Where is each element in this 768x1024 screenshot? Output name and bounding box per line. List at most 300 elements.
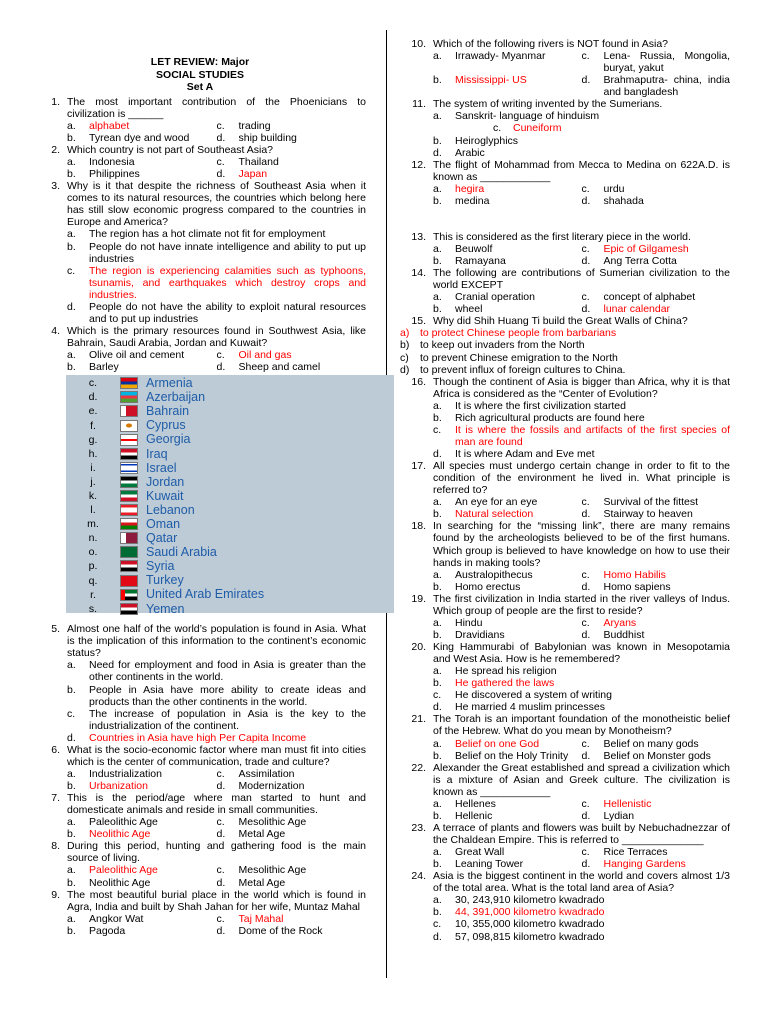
answer-option xyxy=(67,816,217,828)
option-letter: b. xyxy=(433,677,442,690)
option-text: Lena- Russia, Mongolia, buryat, yakut xyxy=(603,50,730,75)
option-letter: c. xyxy=(581,291,590,304)
answer-option xyxy=(582,581,731,593)
option-letter: b. xyxy=(433,906,442,919)
option-letter: c. xyxy=(216,816,225,829)
option-letter: b. xyxy=(67,361,76,374)
yemen-flag-icon xyxy=(120,603,138,615)
option-text: Neolithic Age xyxy=(89,876,151,889)
option-letter: d. xyxy=(216,361,226,374)
option-text: Mesolithic Age xyxy=(238,864,307,877)
flag-list-letter: m. xyxy=(87,518,99,531)
option-letter: d. xyxy=(581,628,591,641)
flag-list-item xyxy=(66,531,394,545)
answer-option xyxy=(433,738,582,750)
answer-option xyxy=(433,629,582,641)
option-letter: c. xyxy=(433,918,442,931)
answer-option xyxy=(217,816,367,828)
flag-list-item xyxy=(66,574,394,588)
answer-options xyxy=(433,50,730,98)
question-number: 10. xyxy=(411,38,426,50)
right-column xyxy=(400,38,730,943)
option-letter: c. xyxy=(581,182,590,195)
option-letter: b. xyxy=(67,828,76,841)
document-header xyxy=(34,56,366,94)
answer-option xyxy=(433,894,730,906)
answer-options xyxy=(67,156,366,180)
jordan-flag-icon xyxy=(120,476,138,488)
option-letter: d. xyxy=(581,858,591,871)
option-text: He discovered a system of writing xyxy=(455,689,612,702)
option-letter: b. xyxy=(433,858,442,871)
armenia-flag-icon xyxy=(120,377,138,389)
option-text: Homo erectus xyxy=(455,580,521,593)
option-letter: b. xyxy=(67,780,76,793)
flag-list-letter: q. xyxy=(88,574,98,587)
question-number: 22. xyxy=(411,761,426,774)
question-number: 20. xyxy=(411,641,426,653)
syria-flag-icon xyxy=(120,560,138,572)
turkey-flag-icon xyxy=(120,575,138,587)
option-letter: c. xyxy=(216,864,225,877)
option-text: to keep out invaders from the North xyxy=(420,339,585,352)
question-text: The following are contributions of Sumerian civilization to the world EXCEPT xyxy=(433,267,730,292)
answer-option xyxy=(582,291,731,303)
question-item xyxy=(34,325,366,373)
option-text: Thailand xyxy=(238,156,279,169)
answer-option xyxy=(67,684,366,708)
answer-option xyxy=(582,50,731,74)
oman-flag-icon xyxy=(120,518,138,530)
option-text: Great Wall xyxy=(455,846,505,859)
correct-answer-text: Mississippi- US xyxy=(455,74,527,87)
answer-option xyxy=(433,110,730,122)
option-text: It is where Adam and Eve met xyxy=(455,448,595,460)
question-text: This is considered as the first literary piece in the world. xyxy=(433,230,691,243)
answer-option xyxy=(433,135,730,147)
option-letter: c. xyxy=(581,242,590,255)
answer-option xyxy=(217,349,367,361)
question-number: 6. xyxy=(51,743,60,756)
option-text: Need for employment and food in Asia is greater than the other continents in the world. xyxy=(89,659,366,684)
option-letter: d. xyxy=(67,731,76,744)
option-letter: b. xyxy=(433,749,442,762)
option-letter: a. xyxy=(67,659,76,672)
answer-option xyxy=(67,768,217,780)
option-text: Arabic xyxy=(455,146,485,159)
left-column xyxy=(34,56,366,937)
answer-options xyxy=(433,183,730,207)
answer-option xyxy=(217,925,367,937)
country-name: Azerbaijan xyxy=(146,390,206,405)
answer-option xyxy=(217,780,367,792)
question-text: Though the continent of Asia is bigger than Africa, why it is that Africa is considered as the “Center of Evolution? xyxy=(433,375,730,400)
option-text: Stairway to heaven xyxy=(603,508,693,521)
question-text: A terrace of plants and flowers was built by Nebuchadnezzar of the Chaldean Empire. This is referred to ______________ xyxy=(433,821,730,846)
answer-options xyxy=(67,864,366,888)
option-letter: c. xyxy=(581,496,590,509)
question-number: 3. xyxy=(51,180,60,193)
header-set: Set A xyxy=(186,81,214,94)
option-text: Indonesia xyxy=(89,156,135,169)
flag-list-box xyxy=(66,375,394,616)
option-text: Pagoda xyxy=(89,924,126,937)
option-letter: b. xyxy=(67,683,76,696)
answer-option xyxy=(433,50,582,74)
answer-option xyxy=(582,195,731,207)
option-text: Buddhist xyxy=(603,628,645,641)
question-text: Which of the following rivers is NOT found in Asia? xyxy=(433,38,668,50)
option-text: Belief on Monster gods xyxy=(603,749,711,762)
option-letter: b. xyxy=(433,628,442,641)
option-text: He spread his religion xyxy=(455,665,557,678)
answer-option xyxy=(433,665,730,677)
option-letter: c. xyxy=(216,767,225,780)
correct-answer-text: Aryans xyxy=(603,616,637,629)
flag-list-item xyxy=(66,489,394,503)
correct-answer-text: 44, 391,000 kilometro kwadrado xyxy=(455,906,605,919)
answer-options xyxy=(433,496,730,520)
flag-list-letter: g. xyxy=(88,433,98,446)
answer-option xyxy=(433,798,582,810)
answer-option xyxy=(433,448,730,460)
option-letter: d. xyxy=(433,146,442,159)
answer-option xyxy=(67,732,366,744)
answer-option xyxy=(217,877,367,889)
lebanon-flag-icon xyxy=(120,504,138,516)
option-letter: d. xyxy=(433,930,442,943)
flag-list-letter: o. xyxy=(88,546,98,559)
option-letter: a. xyxy=(433,568,442,581)
country-name: Israel xyxy=(146,460,177,475)
question-text: The first civilization in India started in the river valleys of Indus. Which group of people are the first to reside? xyxy=(433,592,730,617)
country-name: Turkey xyxy=(146,573,184,588)
question-item xyxy=(400,376,730,460)
option-letter: d. xyxy=(581,580,591,593)
question-number: 14. xyxy=(411,267,426,280)
question-group-3 xyxy=(400,38,730,943)
question-number: 19. xyxy=(411,592,426,605)
question-item xyxy=(34,840,366,888)
question-number: 23. xyxy=(411,821,426,834)
header-title: LET REVIEW: Major xyxy=(150,56,250,68)
answer-option xyxy=(582,74,731,98)
option-letter: b. xyxy=(433,303,442,316)
country-name: Qatar xyxy=(146,531,178,546)
option-text: Hellenic xyxy=(455,809,493,822)
answer-option xyxy=(433,412,730,424)
question-text: In searching for the “missing link”, there are many remains found by the archeologists believed to be of the first humans. Which group is believed to have knowledge on how to use their hands in making tools? xyxy=(433,520,730,569)
option-letter: c. xyxy=(216,156,225,169)
question-item xyxy=(400,38,730,98)
question-number: 7. xyxy=(51,792,60,805)
option-text: to prevent Chinese emigration to the North xyxy=(420,351,618,364)
question-number: 5. xyxy=(51,623,60,636)
option-letter: a. xyxy=(433,894,442,907)
option-letter: a. xyxy=(67,912,76,925)
answer-options xyxy=(67,768,366,792)
georgia-flag-icon xyxy=(120,434,138,446)
question-number: 21. xyxy=(411,713,426,726)
option-letter: a. xyxy=(67,864,76,877)
question-group-2 xyxy=(34,623,366,937)
answer-option xyxy=(67,301,366,325)
flag-list-item xyxy=(66,475,394,489)
flag-list-item xyxy=(66,390,394,404)
answer-option xyxy=(582,629,731,641)
question-number: 9. xyxy=(51,888,60,901)
option-letter: d. xyxy=(581,255,591,267)
answer-option xyxy=(217,768,367,780)
option-text: Hellenes xyxy=(455,797,496,810)
option-text: Dome of the Rock xyxy=(238,924,323,937)
iraq-flag-icon xyxy=(120,448,138,460)
option-letter: c. xyxy=(581,568,590,581)
answer-option xyxy=(67,168,217,180)
question-item xyxy=(400,870,730,942)
answer-option xyxy=(67,925,217,937)
answer-option xyxy=(217,828,367,840)
answer-option xyxy=(582,255,731,267)
israel-flag-icon xyxy=(120,462,138,474)
country-name: Georgia xyxy=(146,432,191,447)
question-text: The Torah is an important foundation of the monotheistic belief of the Hebrew. What do you mean by Monotheism? xyxy=(433,713,730,738)
flag-list-item xyxy=(66,503,394,517)
option-letter: d) xyxy=(400,363,410,376)
option-letter: a. xyxy=(433,110,442,123)
answer-option xyxy=(582,183,731,195)
question-item xyxy=(34,889,366,937)
option-text: urdu xyxy=(603,182,625,195)
option-letter: c. xyxy=(581,50,590,63)
flag-list-letter: l. xyxy=(90,504,96,517)
option-letter: c. xyxy=(216,119,225,132)
flag-list-letter: f. xyxy=(90,419,96,432)
option-letter: b. xyxy=(433,255,442,267)
correct-answer-text: He gathered the laws xyxy=(455,677,555,690)
answer-option xyxy=(67,120,217,132)
question-number: 1. xyxy=(51,95,60,108)
answer-options xyxy=(433,110,730,158)
country-name: United Arab Emirates xyxy=(146,587,265,602)
question-text: Why is it that despite the richness of Southeast Asia when it comes to its natural resources, the countries which belong here has still slow economic progress compared to the countries in Europe and America? xyxy=(67,180,366,229)
option-text: Australopithecus xyxy=(455,568,533,581)
flag-list-item xyxy=(66,376,394,390)
answer-option xyxy=(582,303,731,315)
country-name: Oman xyxy=(146,517,181,532)
answer-options xyxy=(433,846,730,870)
option-letter: a. xyxy=(433,291,442,304)
option-text: shahada xyxy=(603,194,644,207)
answer-option xyxy=(67,132,217,144)
option-letter: d. xyxy=(216,131,226,144)
option-letter: d. xyxy=(216,168,226,181)
answer-option xyxy=(433,846,582,858)
option-text: Cranial operation xyxy=(455,291,535,304)
option-text: to prevent influx of foreign cultures to China. xyxy=(420,363,626,376)
option-letter: c. xyxy=(581,737,590,750)
correct-answer-text: lunar calendar xyxy=(603,303,671,316)
option-text: Rich agricultural products are found here xyxy=(455,411,645,424)
option-text: Paleolithic Age xyxy=(89,816,158,829)
option-text: He married 4 muslim princesses xyxy=(455,701,605,714)
answer-option xyxy=(433,74,582,98)
option-letter: d. xyxy=(433,701,442,714)
flag-list-item xyxy=(66,419,394,433)
question-group-1 xyxy=(34,96,366,373)
option-letter: d. xyxy=(581,809,591,822)
option-letter: d. xyxy=(581,508,591,521)
correct-answer-text: Homo Habilis xyxy=(603,568,666,581)
option-text: Brahmaputra- china, india and bangladesh xyxy=(603,74,730,99)
answer-option xyxy=(433,291,582,303)
correct-answer-text: Hanging Gardens xyxy=(603,858,686,871)
option-text: Sheep and camel xyxy=(238,361,321,374)
option-text: Barley xyxy=(89,361,119,374)
answer-option xyxy=(67,156,217,168)
answer-option xyxy=(582,496,731,508)
option-text: wheel xyxy=(455,303,483,316)
answer-options xyxy=(433,894,730,942)
answer-option xyxy=(400,327,730,339)
question-text: Which is the primary resources found in Southwest Asia, like Bahrain, Saudi Arabia, Jordan and Kuwait? xyxy=(67,324,366,350)
flag-list-item xyxy=(66,404,394,418)
option-letter: a. xyxy=(67,767,76,780)
option-letter: b. xyxy=(433,809,442,822)
option-letter: d. xyxy=(581,303,591,316)
country-name: Kuwait xyxy=(146,488,184,503)
option-text: trading xyxy=(238,119,271,132)
option-letter: b. xyxy=(433,580,442,593)
country-name: Lebanon xyxy=(146,502,195,517)
answer-options xyxy=(433,569,730,593)
question-item xyxy=(34,96,366,144)
option-text: Philippines xyxy=(89,168,140,181)
option-letter: a. xyxy=(67,816,76,829)
question-number: 13. xyxy=(411,230,426,243)
option-text: Industrialization xyxy=(89,767,162,780)
option-text: Mesolithic Age xyxy=(238,816,307,829)
question-number: 4. xyxy=(51,324,60,337)
question-item xyxy=(400,315,730,375)
flag-list-item xyxy=(66,433,394,447)
answer-option xyxy=(433,569,582,581)
option-letter: c) xyxy=(400,351,409,364)
answer-option xyxy=(67,349,217,361)
question-item xyxy=(34,144,366,180)
answer-options xyxy=(67,816,366,840)
correct-answer-text: alphabet xyxy=(89,119,130,132)
option-letter: a. xyxy=(433,737,442,750)
country-name: Bahrain xyxy=(146,404,190,419)
answer-option xyxy=(433,147,730,159)
question-item xyxy=(400,641,730,713)
option-text: Modernization xyxy=(238,780,305,793)
option-text: Tyrean dye and wood xyxy=(89,131,190,144)
qatar-flag-icon xyxy=(120,532,138,544)
answer-options xyxy=(67,228,366,325)
option-letter: a. xyxy=(433,496,442,509)
option-letter: a. xyxy=(67,228,76,241)
question-number: 24. xyxy=(411,870,426,883)
answer-option xyxy=(582,569,731,581)
question-item xyxy=(400,460,730,520)
option-text: Hindu xyxy=(455,616,483,629)
option-letter: a. xyxy=(433,182,442,195)
answer-options xyxy=(400,327,730,376)
option-letter: b. xyxy=(433,134,442,147)
correct-answer-text: to protect Chinese people from barbarians xyxy=(420,327,617,340)
answer-option xyxy=(217,168,367,180)
flag-list-letter: s. xyxy=(88,602,98,615)
option-letter: b. xyxy=(67,924,76,937)
flag-list-item xyxy=(66,545,394,559)
option-text: It is where the first civilization started xyxy=(455,399,626,412)
correct-answer-text: Belief on one God xyxy=(455,737,540,750)
question-text: Asia is the biggest continent in the world and covers almost 1/3 of the total area. What is the total land area of Asia? xyxy=(433,870,730,895)
correct-answer-text: The region is experiencing calamities such as typhoons, tsunamis, and earthquakes which destroy crops and industries. xyxy=(89,264,366,301)
option-letter: a. xyxy=(433,242,442,255)
option-letter: c. xyxy=(433,689,442,702)
question-number: 8. xyxy=(51,840,60,853)
answer-options xyxy=(433,738,730,762)
option-letter: d. xyxy=(216,780,226,793)
answer-option xyxy=(217,120,367,132)
option-letter: a. xyxy=(433,399,442,412)
answer-option xyxy=(433,701,730,713)
answer-option xyxy=(433,424,730,448)
question-item xyxy=(400,231,730,267)
option-letter: c. xyxy=(581,797,590,810)
question-number: 12. xyxy=(411,158,426,171)
question-text: Almost one half of the world’s population is found in Asia. What is the implication of this information to the continent’s economic status? xyxy=(67,623,366,660)
question-text: All species must undergo certain change in order to fit to the condition of the environment he lived in. What principle is referred to? xyxy=(433,460,730,497)
question-number: 18. xyxy=(411,520,426,533)
option-letter: d. xyxy=(581,194,591,207)
option-letter: c. xyxy=(581,616,590,629)
option-text: People do not have the ability to exploit natural resources and to put up industries xyxy=(89,300,366,325)
answer-option xyxy=(582,810,731,822)
answer-options xyxy=(433,291,730,315)
answer-option xyxy=(582,750,731,762)
answer-option xyxy=(67,828,217,840)
question-number: 11. xyxy=(412,98,426,111)
option-letter: a) xyxy=(400,327,410,340)
correct-answer-text: Oil and gas xyxy=(238,349,292,362)
answer-option xyxy=(67,708,366,732)
flag-list-letter: i. xyxy=(90,461,96,474)
answer-option xyxy=(400,339,730,351)
option-text: Metal Age xyxy=(238,828,286,841)
option-letter: a. xyxy=(67,349,76,362)
answer-options xyxy=(67,120,366,144)
option-letter: d. xyxy=(581,74,591,87)
option-text: People in Asia have more ability to create ideas and products than the other continents in the world. xyxy=(89,683,366,708)
question-item xyxy=(400,822,730,870)
option-text: 10, 355,000 kilometro kwadrado xyxy=(455,918,605,931)
option-text: Rice Terraces xyxy=(603,846,668,859)
option-letter: c. xyxy=(216,912,225,925)
question-text: The system of writing invented by the Sumerians. xyxy=(433,98,663,111)
flag-list-item xyxy=(66,602,394,616)
option-letter: a. xyxy=(67,119,76,132)
answer-option xyxy=(433,195,582,207)
option-text: The increase of population in Asia is the key to the industrialization of the continent. xyxy=(89,707,366,732)
option-letter: a. xyxy=(433,616,442,629)
answer-option xyxy=(582,798,731,810)
option-letter: c. xyxy=(433,423,442,436)
flag-list-letter: p. xyxy=(88,560,98,573)
